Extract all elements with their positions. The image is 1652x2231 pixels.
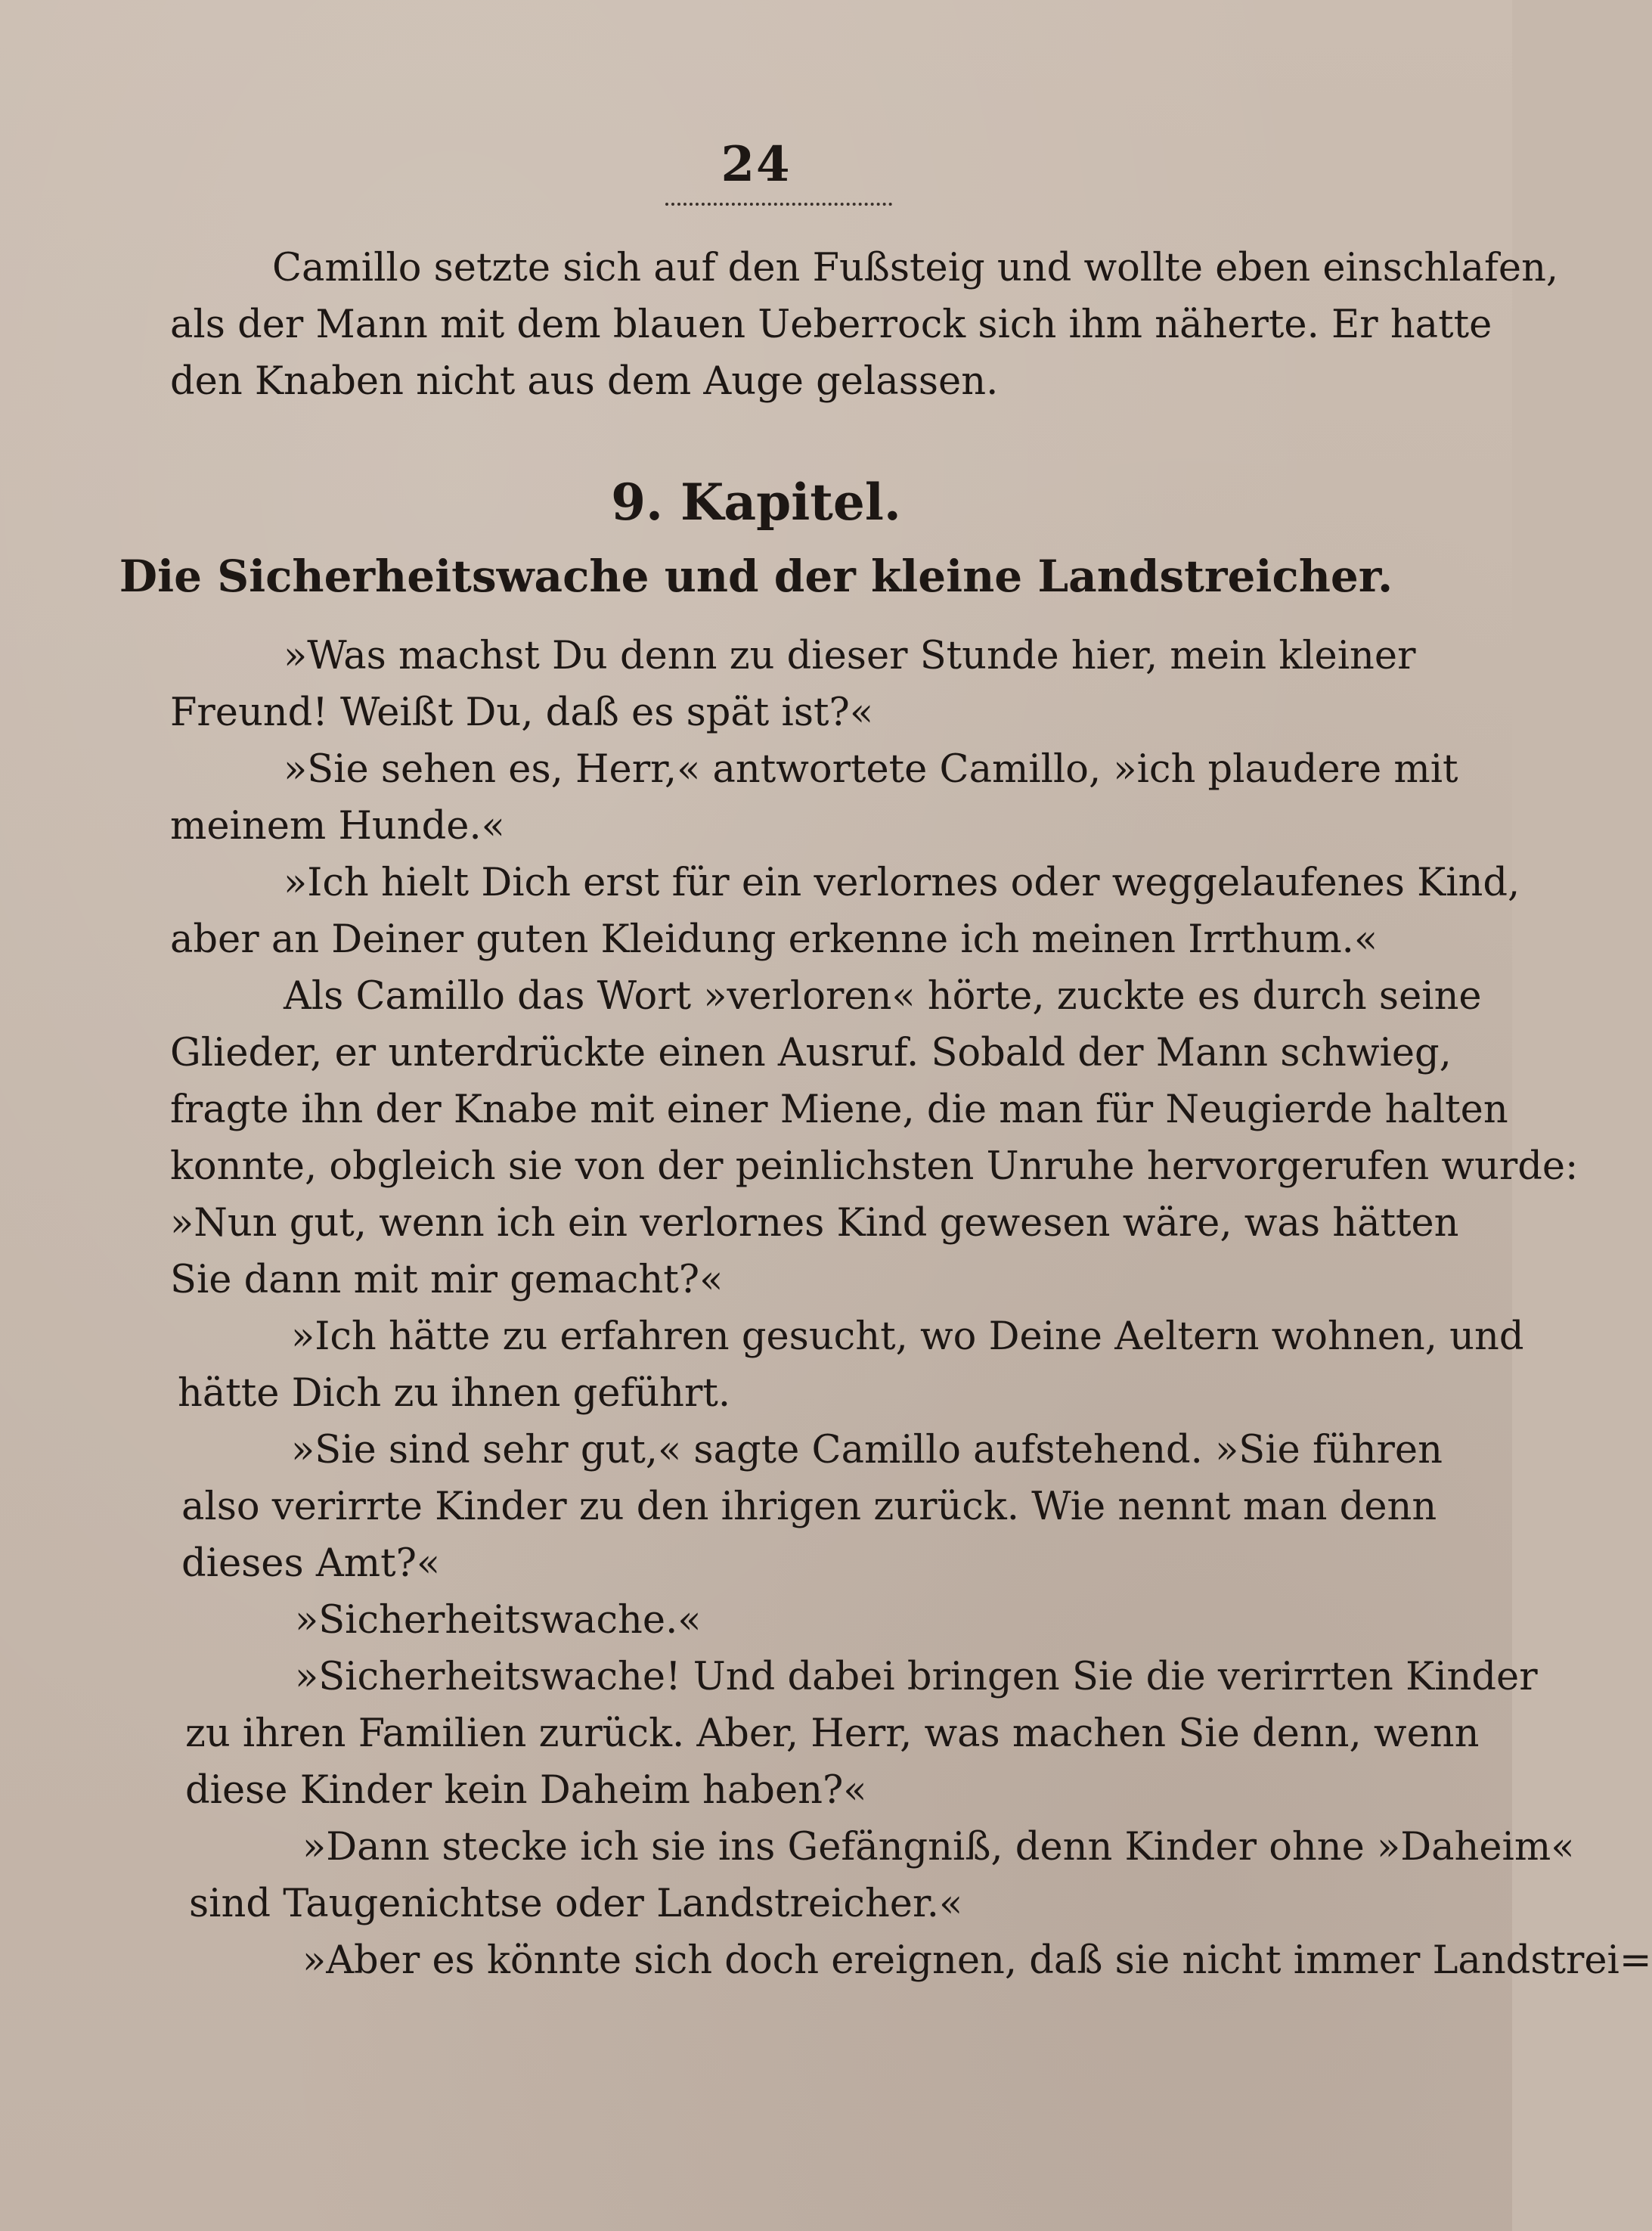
text-line: diese Kinder kein Daheim haben?« <box>185 1768 867 1813</box>
text-line: »Ich hielt Dich erst für ein verlornes oder weggelaufenes Kind, <box>284 861 1520 905</box>
text-line: aber an Deiner guten Kleidung erkenne ich meinen Irrthum.« <box>170 917 1378 962</box>
text-line: also verirrte Kinder zu den ihrigen zurück. Wie nennt man denn <box>181 1485 1437 1529</box>
text-line: Camillo setzte sich auf den Fußsteig und wollte eben einschlafen, <box>272 246 1559 290</box>
text-line: Sie dann mit mir gemacht?« <box>170 1258 724 1302</box>
text-line: meinem Hunde.« <box>170 804 505 849</box>
chapter-title: Die Sicherheitswache und der kleine Landstreicher. <box>119 551 1393 602</box>
text-line: »Sie sehen es, Herr,« antwortete Camillo, »ich plaudere mit <box>284 747 1458 792</box>
header-dotted-rule <box>665 203 892 206</box>
text-line: »Sicherheitswache! Und dabei bringen Sie die verirrten Kinder <box>295 1655 1538 1699</box>
text-line: Glieder, er unterdrückte einen Ausruf. Sobald der Mann schwieg, <box>170 1031 1452 1075</box>
text-line: dieses Amt?« <box>181 1541 441 1586</box>
text-line: Freund! Weißt Du, daß es spät ist?« <box>170 690 874 735</box>
text-line: hätte Dich zu ihnen geführt. <box>178 1371 731 1416</box>
text-line: als der Mann mit dem blauen Ueberrock sich ihm näherte. Er hatte <box>170 303 1492 347</box>
text-line: »Sicherheitswache.« <box>295 1598 702 1643</box>
text-line: »Was machst Du denn zu dieser Stunde hier, mein kleiner <box>284 634 1416 678</box>
text-line: den Knaben nicht aus dem Auge gelassen. <box>170 359 999 404</box>
page-number: 24 <box>721 136 792 193</box>
text-line: zu ihren Familien zurück. Aber, Herr, was machen Sie denn, wenn <box>185 1711 1480 1756</box>
text-line: Als Camillo das Wort »verloren« hörte, zuckte es durch seine <box>284 974 1482 1019</box>
text-line: konnte, obgleich sie von der peinlichsten Unruhe hervorgerufen wurde: <box>170 1144 1579 1189</box>
text-line: fragte ihn der Knabe mit einer Miene, die man für Neugierde halten <box>170 1088 1508 1132</box>
text-line: »Aber es könnte sich doch ereignen, daß sie nicht immer Landstrei= <box>302 1938 1652 1983</box>
text-line: sind Taugenichtse oder Landstreicher.« <box>189 1882 963 1926</box>
text-line: »Nun gut, wenn ich ein verlornes Kind gewesen wäre, was hätten <box>170 1201 1459 1246</box>
text-line: »Ich hätte zu erfahren gesucht, wo Deine Aeltern wohnen, und <box>291 1314 1524 1359</box>
chapter-number: 9. Kapitel. <box>611 473 901 532</box>
text-line: »Sie sind sehr gut,« sagte Camillo aufstehend. »Sie führen <box>291 1428 1443 1472</box>
text-line: »Dann stecke ich sie ins Gefängniß, denn Kinder ohne »Daheim« <box>302 1825 1575 1870</box>
